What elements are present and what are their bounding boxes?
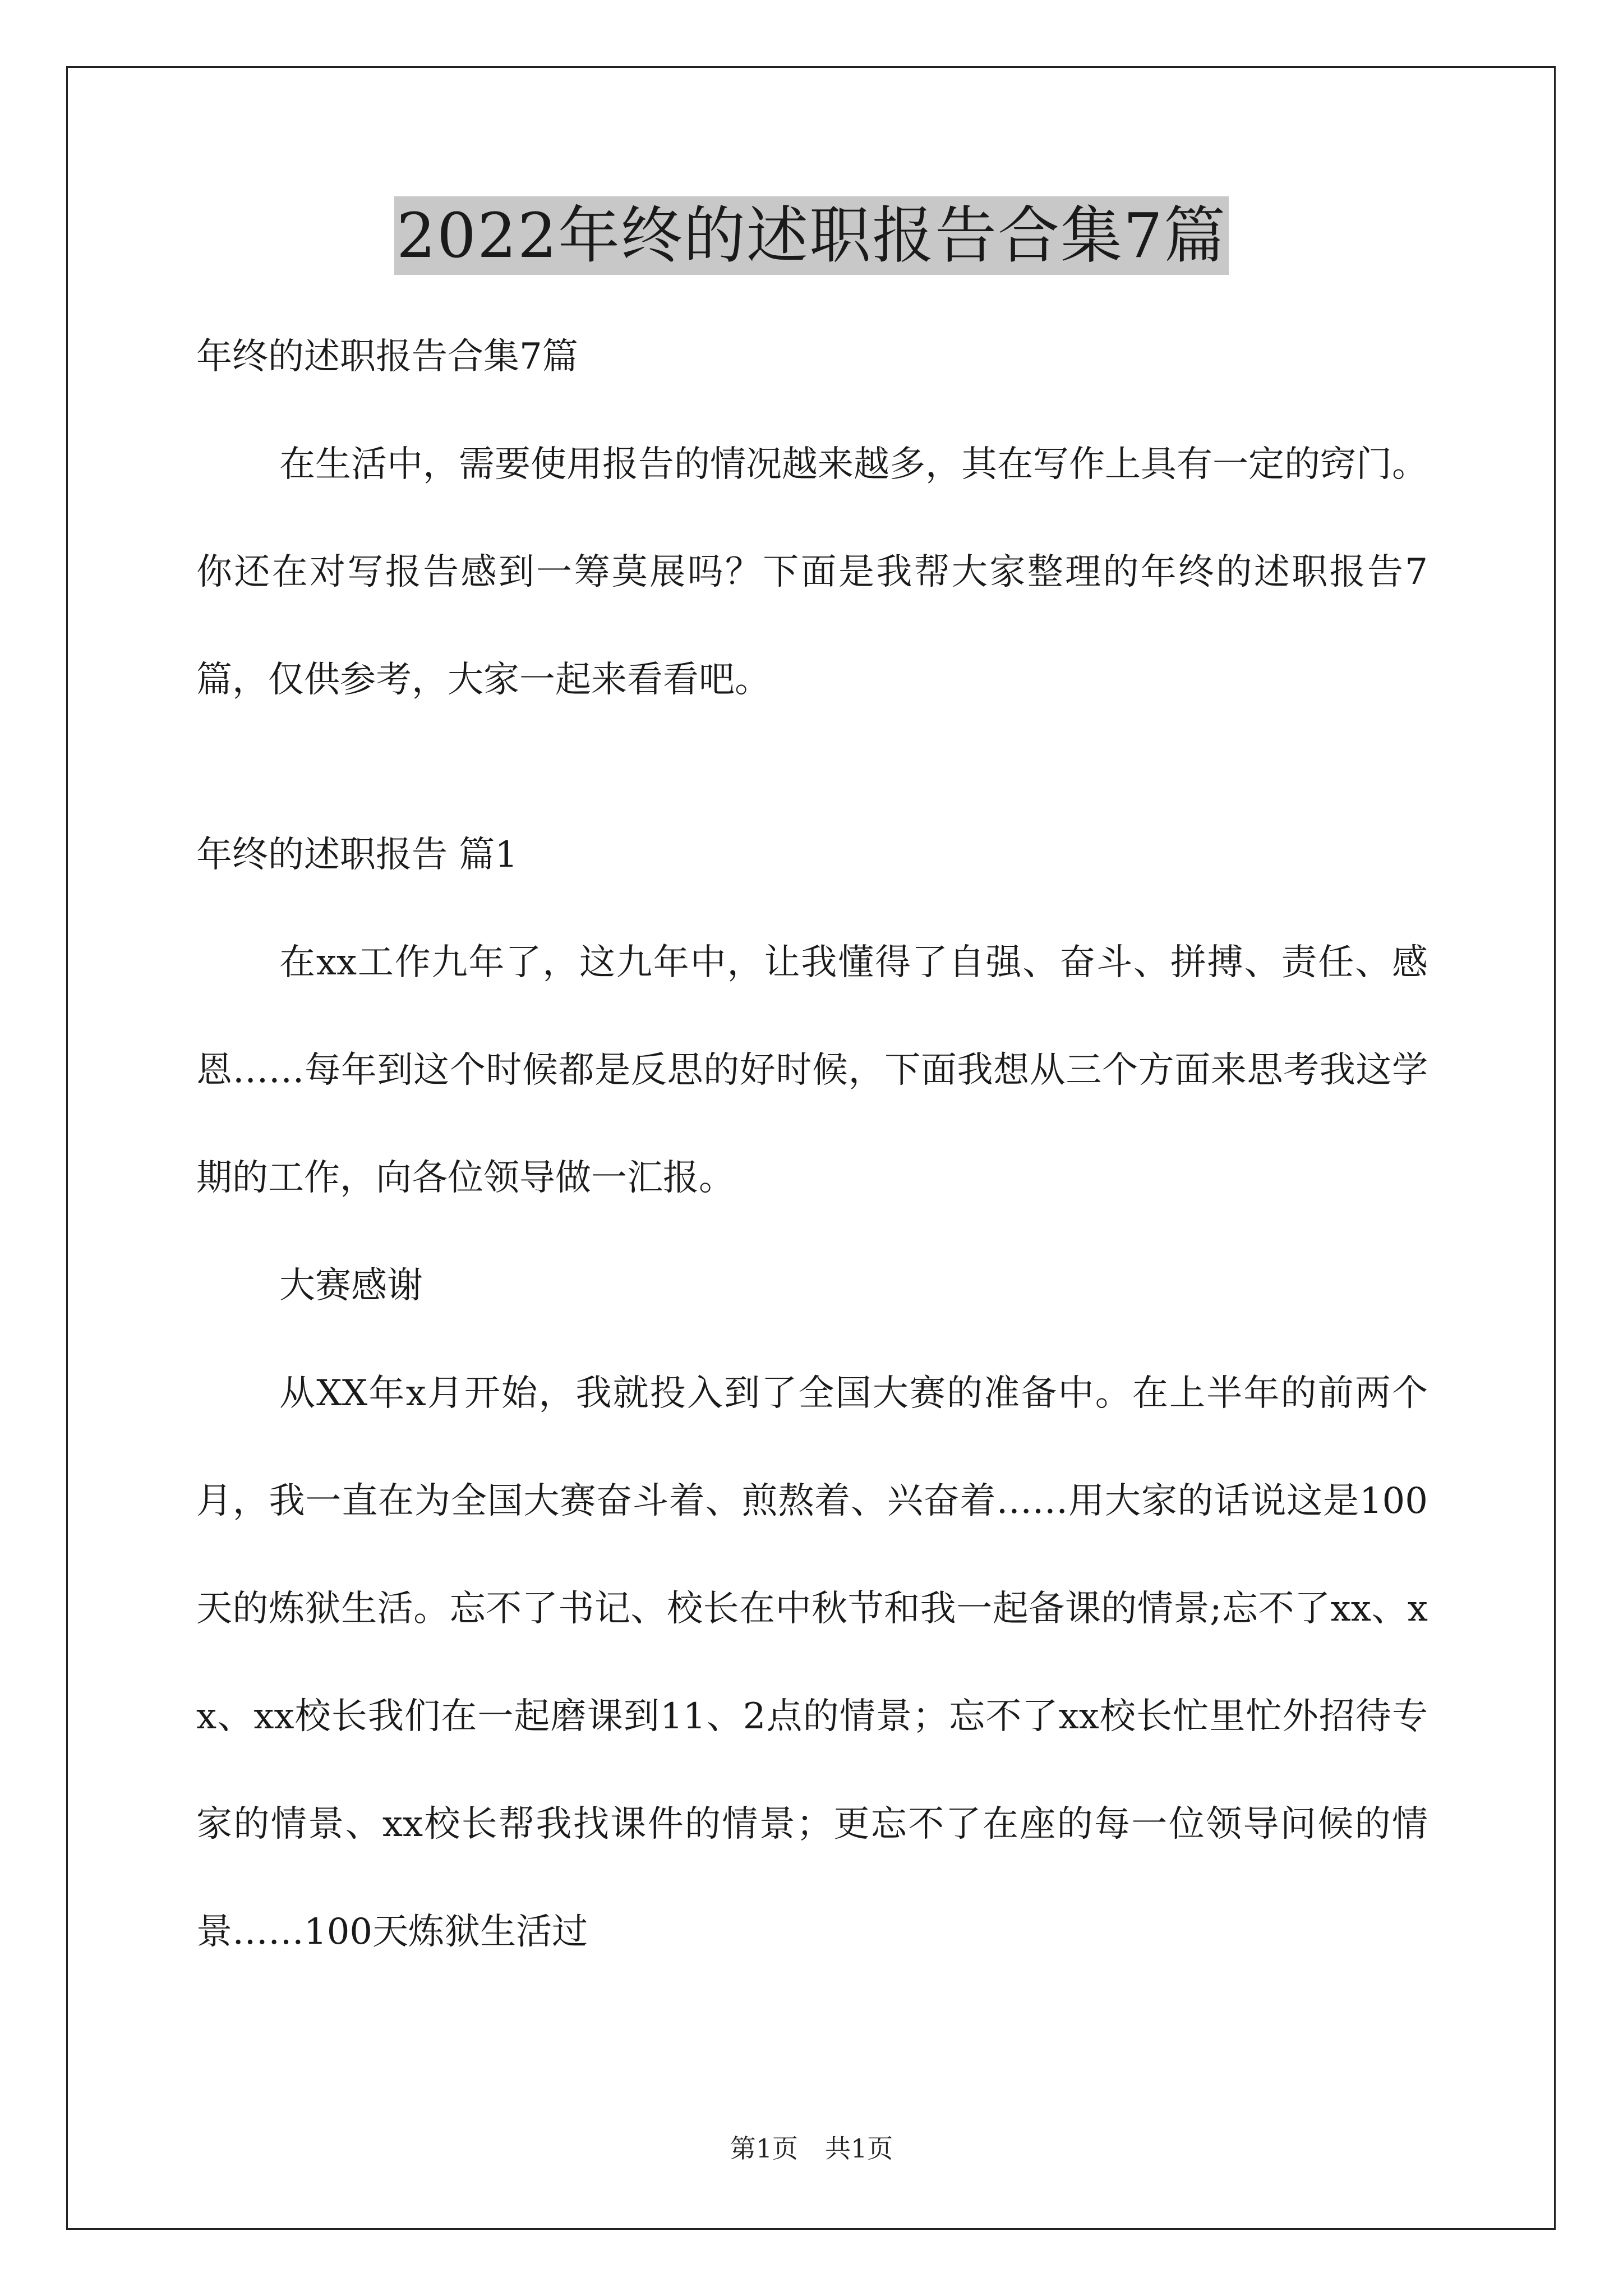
- section-1-heading: 年终的述职报告 篇1: [196, 834, 518, 876]
- section-1-subheading: 大赛感谢: [279, 1265, 423, 1306]
- document-title: [0, 194, 1623, 278]
- section-gap: [196, 734, 1428, 801]
- intro-paragraph: 在生活中，需要使用报告的情况越来越多，其在写作上具有一定的窍门。你还在对写报告感到一筹莫展吗？下面是我帮大家整理的年终的述职报告7篇，仅供参考，大家一起来看看吧。: [196, 444, 1428, 701]
- page-footer: [0, 2132, 1623, 2165]
- document-subtitle: 年终的述职报告合集7篇: [196, 336, 578, 378]
- section-1-paragraph-2: 从XX年x月开始，我就投入到了全国大赛的准备中。在上半年的前两个月，我一直在为全国大赛奋斗着、煎熬着、兴奋着……用大家的话说这是100天的炼狱生活。忘不了书记、校长在中秋节和我一起备课的情景;忘不了xx、xx、xx校长我们在一起磨课到11、2点的情景；忘不了xx校长忙里忙外招待专家的情景、xx校长帮我找课件的情景；更忘不了在座的每一位领导问候的情景……100天炼狱生活过: [196, 1373, 1428, 1953]
- page-number-total: 共1页: [825, 2133, 893, 2164]
- page-number-current: 第1页: [730, 2133, 798, 2164]
- document-title-text: 2022年终的述职报告合集7篇: [394, 196, 1229, 275]
- document-body: [196, 303, 1428, 1986]
- section-1-paragraph-1: 在xx工作九年了，这九年中，让我懂得了自强、奋斗、拼搏、责任、感恩……每年到这个时候都是反思的好时候，下面我想从三个方面来思考我这学期的工作，向各位领导做一汇报。: [196, 942, 1428, 1199]
